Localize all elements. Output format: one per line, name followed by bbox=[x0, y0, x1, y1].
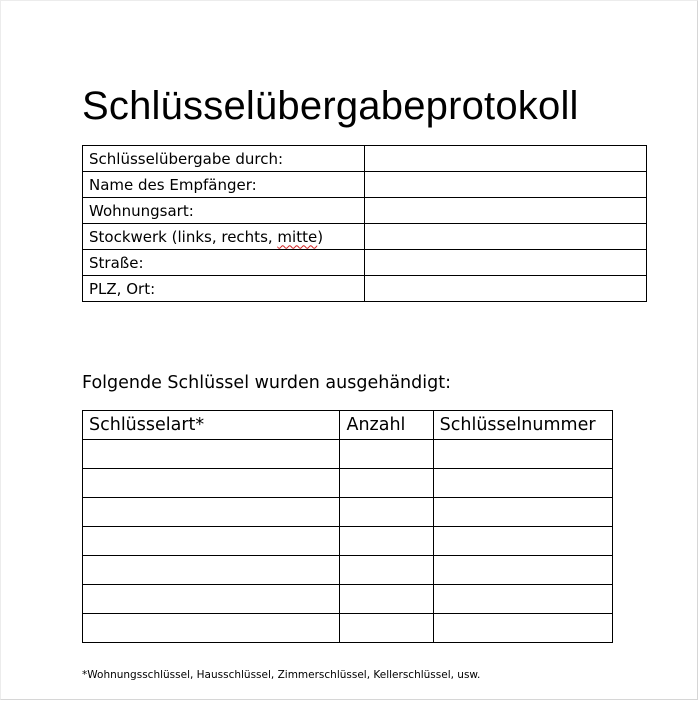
info-row-handover-by bbox=[83, 146, 647, 172]
key-number-cell[interactable] bbox=[433, 585, 612, 614]
key-type-cell[interactable] bbox=[83, 498, 340, 527]
info-label-apartment-type: Wohnungsart: bbox=[83, 198, 365, 224]
info-row-recipient-name bbox=[83, 172, 647, 198]
info-value-handover-by[interactable] bbox=[364, 146, 646, 172]
quantity-cell[interactable] bbox=[340, 440, 433, 469]
info-value-apartment-type[interactable] bbox=[364, 198, 646, 224]
keys-table bbox=[82, 410, 613, 643]
key-type-cell[interactable] bbox=[83, 585, 340, 614]
table-row bbox=[83, 440, 613, 469]
info-row-floor bbox=[83, 224, 647, 250]
key-number-cell[interactable] bbox=[433, 614, 612, 643]
quantity-cell[interactable] bbox=[340, 556, 433, 585]
info-value-recipient-name[interactable] bbox=[364, 172, 646, 198]
document-title: Schlüsselübergabeprotokoll bbox=[82, 84, 579, 128]
quantity-cell[interactable] bbox=[340, 527, 433, 556]
info-label-recipient-name: Name des Empfänger: bbox=[83, 172, 365, 198]
table-row bbox=[83, 614, 613, 643]
info-label-floor bbox=[83, 224, 365, 250]
info-row-postcode-city bbox=[83, 276, 647, 302]
quantity-cell[interactable] bbox=[340, 469, 433, 498]
keys-table-header bbox=[83, 411, 613, 440]
floor-label-close: ) bbox=[317, 227, 324, 246]
table-row bbox=[83, 469, 613, 498]
key-number-cell[interactable] bbox=[433, 556, 612, 585]
table-row bbox=[83, 498, 613, 527]
info-label-handover-by: Schlüsselübergabe durch: bbox=[83, 146, 365, 172]
table-row bbox=[83, 527, 613, 556]
key-type-cell[interactable] bbox=[83, 440, 340, 469]
quantity-cell[interactable] bbox=[340, 498, 433, 527]
info-row-street bbox=[83, 250, 647, 276]
quantity-cell[interactable] bbox=[340, 614, 433, 643]
key-type-cell[interactable] bbox=[83, 527, 340, 556]
spellcheck-marked-word: mitte bbox=[277, 227, 318, 246]
table-row bbox=[83, 556, 613, 585]
column-header-key-number: Schlüsselnummer bbox=[433, 411, 612, 440]
handover-info-table bbox=[82, 145, 647, 302]
key-type-cell[interactable] bbox=[83, 469, 340, 498]
key-types-footnote: *Wohnungsschlüssel, Hausschlüssel, Zimmerschlüssel, Kellerschlüssel, usw. bbox=[82, 669, 481, 681]
info-label-postcode-city: PLZ, Ort: bbox=[83, 276, 365, 302]
column-header-key-type: Schlüsselart* bbox=[83, 411, 340, 440]
keys-section-heading: Folgende Schlüssel wurden ausgehändigt: bbox=[82, 373, 451, 393]
info-row-apartment-type bbox=[83, 198, 647, 224]
key-type-cell[interactable] bbox=[83, 556, 340, 585]
table-row bbox=[83, 585, 613, 614]
info-label-street: Straße: bbox=[83, 250, 365, 276]
key-number-cell[interactable] bbox=[433, 440, 612, 469]
key-number-cell[interactable] bbox=[433, 498, 612, 527]
key-number-cell[interactable] bbox=[433, 469, 612, 498]
column-header-quantity: Anzahl bbox=[340, 411, 433, 440]
key-type-cell[interactable] bbox=[83, 614, 340, 643]
info-value-floor[interactable] bbox=[364, 224, 646, 250]
floor-label-text: Stockwerk (links, rechts, bbox=[89, 227, 278, 246]
info-value-postcode-city[interactable] bbox=[364, 276, 646, 302]
info-value-street[interactable] bbox=[364, 250, 646, 276]
quantity-cell[interactable] bbox=[340, 585, 433, 614]
key-number-cell[interactable] bbox=[433, 527, 612, 556]
